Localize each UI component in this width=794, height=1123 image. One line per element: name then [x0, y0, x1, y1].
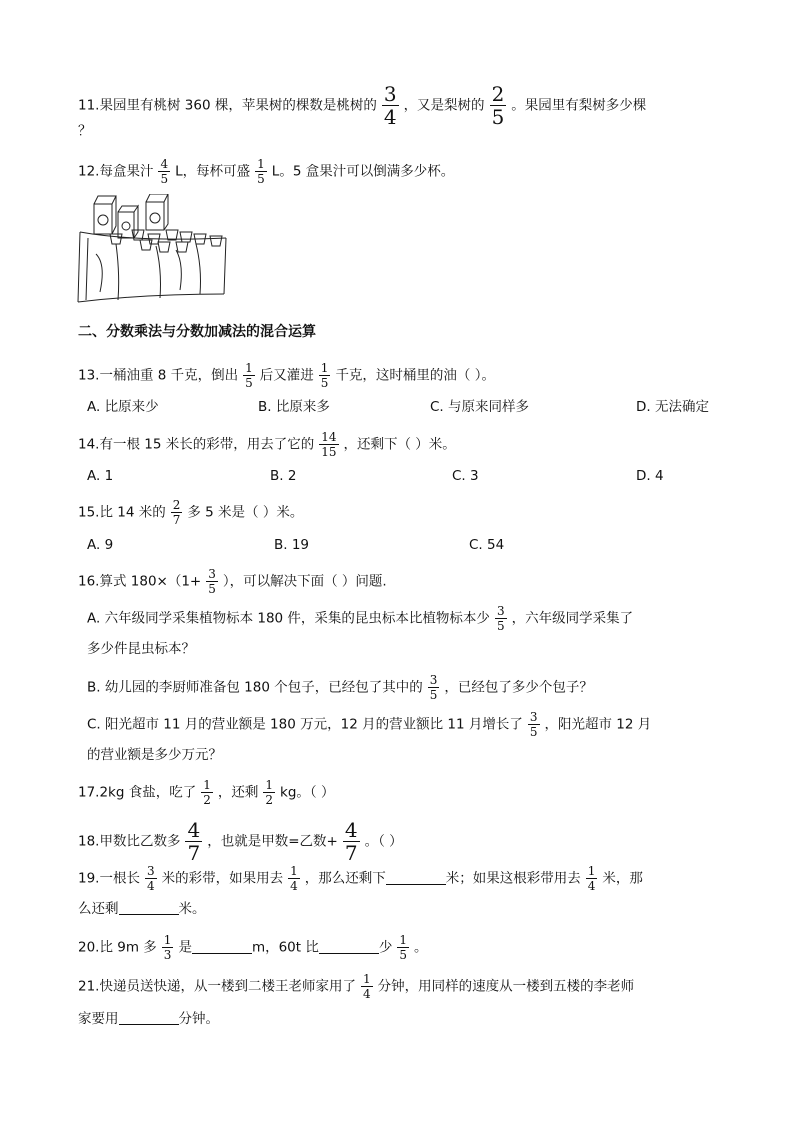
answer-blank[interactable]	[192, 939, 252, 954]
juice-table-illustration	[76, 194, 230, 304]
option-d: D. 无法确定	[636, 399, 709, 415]
fraction: $\frac{1}{5}$	[399, 933, 407, 962]
question-20: 20.比 9m 多 $\frac{1}{3}$ 是 m，60t 比 少 $\frac{1}{5}$ 。	[78, 933, 428, 962]
question-21-line-2: 家要用 分钟。	[78, 1011, 219, 1027]
option-c: C. 与原来同样多	[430, 399, 530, 415]
question-21-line-1: 21.快递员送快递，从一楼到二楼王老师家用了 $\frac{1}{4}$ 分钟，用同样的速度从一楼到五楼的李老师	[78, 972, 635, 1001]
option-b: B. 2	[270, 468, 297, 484]
question-19-line-1: 19.一根长 $\frac{3}{4}$ 米的彩带，如果用去 $\frac{1}{4}$ ，那么还剩下 米；如果这根彩带用去 $\frac{1}{4}$ 米，那	[78, 864, 643, 893]
fraction: $\frac{3}{5}$	[429, 673, 438, 702]
fraction: $\frac{3}{5}$	[208, 567, 216, 596]
option-b: B. 幼儿园的李厨师准备包 180 个包子，已经包了其中的 $\frac{3}{5}$ ，已经包了多少个包子？	[87, 673, 593, 702]
fraction: $\frac{3}{5}$	[529, 710, 538, 739]
fraction: $\frac{1}{5}$	[320, 361, 329, 390]
question-19-line-2: 么还剩 米。	[78, 901, 206, 917]
answer-blank[interactable]	[386, 870, 446, 885]
option-c-line-1: C. 阳光超市 11 月的营业额是 180 万元，12 月的营业额比 11 月增长了 $\frac{3}{5}$ ，阳光超市 12 月	[87, 710, 652, 739]
fraction: $\frac{1}{4}$	[290, 864, 298, 893]
fraction: $\frac{1}{3}$	[163, 933, 172, 962]
question-12: 12.每盒果汁 $\frac{4}{5}$ L，每杯可盛 $\frac{1}{5}$ L。5 盒果汁可以倒满多少杯。	[78, 157, 455, 186]
question-13: 13.一桶油重 8 千克，倒出 $\frac{1}{5}$ 后又灌进 $\frac{1}{5}$ 千克，这时桶里的油（ ）。	[78, 361, 495, 390]
fraction: $\frac{1}{4}$	[587, 864, 596, 893]
fraction: $\frac{1}{2}$	[265, 778, 274, 807]
option-c-line-2: 的营业额是多少万元？	[87, 747, 222, 763]
fraction: $\frac{3}{4}$	[383, 82, 397, 129]
question-11-line-1: 11.果园里有桃树 360 棵，苹果树的棵数是桃树的 $\frac{3}{4}$ ，又是梨树的 $\frac{2}{5}$ 。果园里有梨树多少棵	[78, 82, 647, 129]
fraction: $\frac{2}{5}$	[491, 82, 505, 129]
option-c: C. 54	[469, 537, 505, 553]
answer-blank[interactable]	[119, 1010, 179, 1025]
option-a: A. 9	[87, 537, 114, 553]
fraction: $\frac{14}{15}$	[321, 430, 337, 459]
option-a-line-2: 多少件昆虫标本？	[87, 641, 195, 657]
option-a-line-1: A. 六年级同学采集植物标本 180 件，采集的昆虫标本比植物标本少 $\frac{3}{5}$ ，六年级同学采集了	[87, 604, 634, 633]
option-b: B. 19	[274, 537, 310, 553]
question-15: 15.比 14 米的 $\frac{2}{7}$ 多 5 米是（ ）米。	[78, 498, 304, 527]
fraction: $\frac{1}{5}$	[257, 157, 265, 186]
question-11-line-2: ？	[78, 123, 92, 139]
question-16: 16.算式 180×（1+ $\frac{3}{5}$ ），可以解决下面（ ）问题.	[78, 567, 387, 596]
section-heading: 二、分数乘法与分数加减法的混合运算	[78, 324, 316, 340]
fraction: $\frac{3}{4}$	[146, 864, 155, 893]
fraction: $\frac{1}{4}$	[362, 972, 371, 1001]
option-c: C. 3	[452, 468, 479, 484]
question-14: 14.有一根 15 米长的彩带，用去了它的 $\frac{14}{15}$ ，还剩下（ ）米。	[78, 430, 456, 459]
fraction: $\frac{3}{5}$	[496, 604, 505, 633]
option-a: A. 1	[87, 468, 114, 484]
question-18: 18.甲数比乙数多 $\frac{4}{7}$ ，也就是甲数=乙数+ $\frac{4}{7}$ 。（ ）	[78, 818, 403, 865]
fraction: $\frac{4}{5}$	[160, 157, 169, 186]
fraction: $\frac{1}{5}$	[245, 361, 253, 390]
answer-blank[interactable]	[119, 900, 179, 915]
fraction: $\frac{4}{7}$	[344, 818, 358, 865]
option-a: A. 比原来少	[87, 399, 159, 415]
fraction: $\frac{4}{7}$	[187, 818, 201, 865]
fraction: $\frac{1}{2}$	[203, 778, 211, 807]
question-17: 17.2kg 食盐，吃了 $\frac{1}{2}$ ，还剩 $\frac{1}{2}$ kg。（ ）	[78, 778, 335, 807]
answer-blank[interactable]	[319, 939, 379, 954]
option-b: B. 比原来多	[258, 399, 330, 415]
fraction: $\frac{2}{7}$	[172, 498, 181, 527]
option-d: D. 4	[636, 468, 664, 484]
